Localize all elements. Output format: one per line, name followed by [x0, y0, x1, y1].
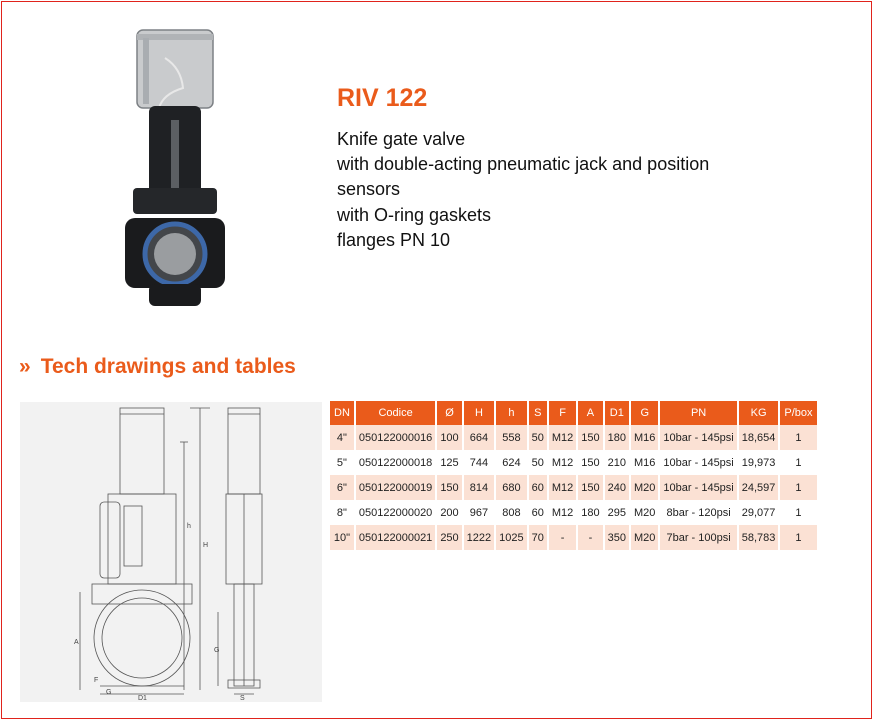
description-line: sensors	[337, 179, 401, 200]
table-cell: 150	[578, 475, 602, 500]
table-cell: M12	[551, 456, 574, 469]
table-cell: 10bar - 145psi	[660, 475, 736, 500]
header-h-upper: H	[464, 401, 494, 425]
table-cell: M12	[549, 475, 576, 500]
product-title: RIV 122	[337, 84, 428, 112]
table-row	[330, 425, 817, 450]
tech-drawing-panel	[20, 402, 322, 702]
table-cell: 558	[496, 425, 526, 450]
table-cell: 8"	[336, 506, 347, 519]
table-cell: 10"	[330, 525, 354, 550]
drawing-label-g2: G	[214, 647, 220, 654]
table-cell: -	[549, 525, 576, 550]
table-cell: 050122000020	[358, 506, 433, 519]
table-cell: M20	[631, 525, 658, 550]
table-cell: 295	[607, 506, 627, 519]
table-cell: 1222	[464, 525, 494, 550]
table-row	[330, 525, 817, 550]
drawing-label-h-upper: H	[203, 542, 209, 549]
table-cell: M12	[549, 425, 576, 450]
table-cell: 808	[502, 506, 521, 519]
table-cell: 967	[469, 506, 489, 519]
table-cell: 664	[464, 425, 494, 450]
table-cell: 125	[440, 456, 459, 469]
header-dn: DN	[330, 401, 354, 425]
header-a: A	[578, 401, 602, 425]
table-cell: 58,783	[739, 525, 779, 550]
drawing-label-s: S	[240, 695, 245, 702]
header-pbox: P/box	[780, 401, 816, 425]
drawing-label-g: G	[106, 689, 112, 696]
table-cell: 250	[437, 525, 461, 550]
table-cell: 10bar - 145psi	[663, 456, 734, 469]
table-cell: 1	[795, 456, 802, 469]
section-heading-label: Tech drawings and tables	[40, 355, 296, 378]
table-cell: 050122000019	[356, 475, 435, 500]
table-cell: 18,654	[739, 425, 779, 450]
table-cell: 050122000021	[356, 525, 435, 550]
table-cell: 350	[605, 525, 629, 550]
header-diameter: Ø	[437, 401, 461, 425]
table-cell: 624	[502, 456, 521, 469]
section-heading	[19, 355, 296, 379]
table-cell: 1	[780, 525, 816, 550]
table-cell: 814	[464, 475, 494, 500]
table-row	[330, 500, 817, 525]
table-row	[330, 475, 817, 500]
description-line: Knife gate valve	[337, 129, 466, 149]
table-cell: 5"	[336, 456, 347, 469]
table-cell: 50	[531, 456, 544, 469]
table-cell: 240	[605, 475, 629, 500]
table-cell: 7bar - 100psi	[660, 525, 736, 550]
table-cell: -	[578, 525, 602, 550]
table-cell: 29,077	[741, 506, 776, 519]
table-cell: 19,973	[741, 456, 776, 469]
table-cell: 744	[469, 456, 489, 469]
valve-product-image	[125, 28, 225, 310]
spec-table	[328, 401, 819, 550]
table-cell: 1	[795, 506, 802, 519]
table-cell: 1	[780, 475, 816, 500]
table-cell: 050122000016	[356, 425, 435, 450]
table-cell: 60	[531, 506, 544, 519]
description-line: with double-acting pneumatic jack and position	[337, 154, 710, 175]
table-cell: 1025	[496, 525, 526, 550]
tech-drawing	[20, 402, 322, 702]
table-cell: 150	[578, 425, 602, 450]
table-cell: M16	[631, 425, 658, 450]
table-header-row	[330, 401, 817, 425]
header-h-lower: h	[496, 401, 526, 425]
header-s: S	[529, 401, 547, 425]
table-cell: 50	[529, 425, 547, 450]
table-cell: M12	[551, 506, 574, 519]
header-d1: D1	[605, 401, 629, 425]
drawing-label-a: A	[74, 639, 79, 646]
table-cell: 24,597	[739, 475, 779, 500]
table-cell: 150	[437, 475, 461, 500]
table-cell: 4"	[330, 425, 354, 450]
header-pn: PN	[660, 401, 736, 425]
table-cell: 1	[780, 425, 816, 450]
table-cell: M20	[631, 475, 658, 500]
table-cell: 680	[496, 475, 526, 500]
table-cell: 6"	[330, 475, 354, 500]
table-cell: 180	[581, 506, 600, 519]
table-cell: 200	[440, 506, 459, 519]
description-line: flanges PN 10	[337, 229, 451, 250]
chevron-right-icon: »	[19, 355, 31, 378]
table-cell: 60	[529, 475, 547, 500]
drawing-label-h-lower: h	[187, 523, 191, 530]
table-cell: 100	[437, 425, 461, 450]
header-codice: Codice	[356, 401, 435, 425]
table-cell: 180	[605, 425, 629, 450]
table-row	[330, 450, 817, 475]
table-cell: M20	[634, 506, 656, 519]
table-cell: 70	[529, 525, 547, 550]
table-cell: 210	[607, 456, 627, 469]
table-cell: 050122000018	[358, 456, 433, 469]
table-cell: M16	[634, 456, 656, 469]
table-cell: 10bar - 145psi	[660, 425, 736, 450]
table-cell: 150	[581, 456, 600, 469]
drawing-label-d1: D1	[138, 695, 147, 702]
table-cell: 8bar - 120psi	[666, 506, 731, 519]
header-f: F	[549, 401, 576, 425]
drawing-label-f: F	[94, 677, 99, 684]
product-description	[337, 127, 709, 253]
header-kg: KG	[739, 401, 779, 425]
header-g: G	[631, 401, 658, 425]
description-line: with O-ring gaskets	[337, 204, 492, 225]
